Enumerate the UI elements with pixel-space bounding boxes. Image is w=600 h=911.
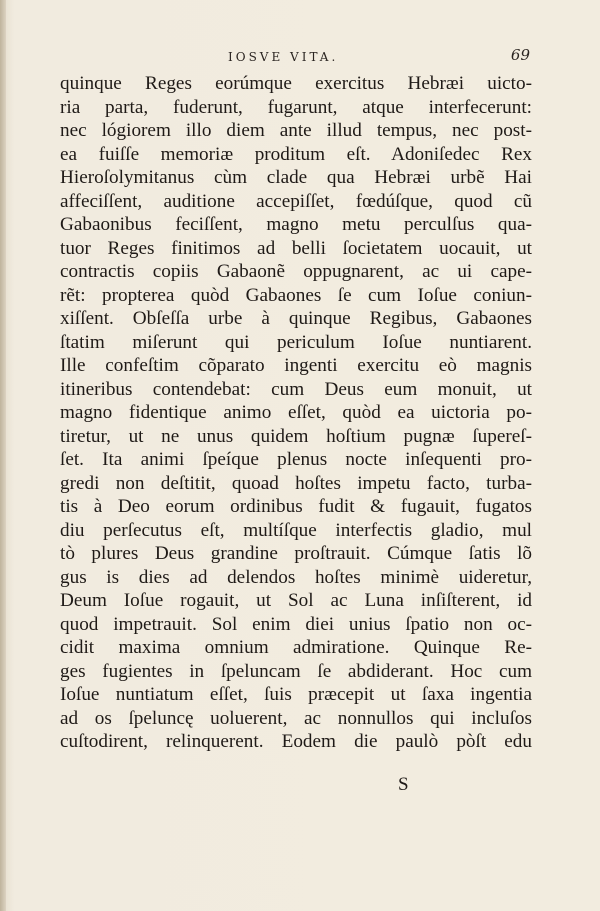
text-line: magno fidentique animo eſſet, quòd ea uictoria po- — [60, 402, 532, 423]
text-line: itineribus contendebat: cum Deus eum monuit, ut — [60, 378, 532, 400]
text-line: gredi non deſtitit, quoad hoſtes impetu facto, turba- — [60, 472, 532, 494]
page-number: 69 — [510, 46, 530, 64]
text-line: ea fuiſſe memoriæ proditum eſt. Adoniſedec Rex — [60, 143, 532, 165]
text-line: nec lógiorem illo diem ante illud tempus, nec post- — [60, 120, 532, 141]
text-line: cuſtodirent, relinquerent. Eodem die paulò pòſt edu — [60, 731, 532, 752]
text-line: cidit maxima omnium admiratione. Quinque Re- — [60, 637, 532, 658]
text-line: quod impetrauit. Sol enim diei unius ſpatio non oc- — [60, 613, 532, 635]
text-line: xiſſent. Obſeſſa urbe à quinque Regibus, Gabaones — [60, 308, 532, 329]
text-line: tuor Reges finitimos ad belli ſocietatem uocauit, ut — [60, 237, 532, 259]
text-line: Deum Ioſue rogauit, ut Sol ac Luna inſiſterent, id — [60, 590, 532, 611]
text-line: Ioſue nuntiatum eſſet, ſuis præcepit ut ſaxa ingentia — [60, 684, 532, 705]
catchword: S — [398, 774, 409, 795]
text-line: gus is dies ad delendos hoſtes minimè uideretur, — [60, 566, 532, 588]
text-line: rẽt: propterea quòd Gabaones ſe cum Ioſue coniun- — [60, 284, 532, 306]
text-line: ria parta, fuderunt, fugarunt, atque interfecerunt: — [60, 96, 532, 118]
text-line: ſtatim miſerunt qui periculum Ioſue nuntiarent. — [60, 331, 532, 353]
text-line: Ille confeſtim cõparato ingenti exercitu eò magnis — [60, 355, 532, 376]
text-line: quinque Reges eorúmque exercitus Hebræi uicto- — [60, 73, 532, 94]
text-line: contractis copiis Gabaonẽ oppugnarent, ac ui cape- — [60, 261, 532, 282]
page-header — [60, 46, 530, 68]
text-line: ad os ſpeluncę uoluerent, ac nonnullos qui incluſos — [60, 707, 532, 729]
text-line: diu perſecutus eſt, multíſque interfectis gladio, mul — [60, 519, 532, 541]
running-title: IOSVE VITA. — [228, 50, 339, 64]
text-line: affeciſſent, auditione accepiſſet, fœdúſque, quod cũ — [60, 190, 532, 212]
text-line: ſet. Ita animi ſpeíque plenus nocte inſequenti pro- — [60, 449, 532, 470]
body-text — [60, 72, 532, 754]
text-line: Hieroſolymitanus cùm clade qua Hebræi urbẽ Hai — [60, 167, 532, 188]
page-gutter — [0, 0, 6, 911]
text-line: ges fugientes in ſpeluncam ſe abdiderant. Hoc cum — [60, 660, 532, 682]
text-line: tis à Deo eorum ordinibus fudit & fugauit, fugatos — [60, 496, 532, 517]
text-line: tiretur, ut ne unus quidem hoſtium pugnæ ſupereſ- — [60, 425, 532, 447]
text-line: Gabaonibus feciſſent, magno metu perculſus qua- — [60, 214, 532, 235]
text-line: tò plures Deus grandine proſtrauit. Cúmque ſatis lõ — [60, 543, 532, 564]
